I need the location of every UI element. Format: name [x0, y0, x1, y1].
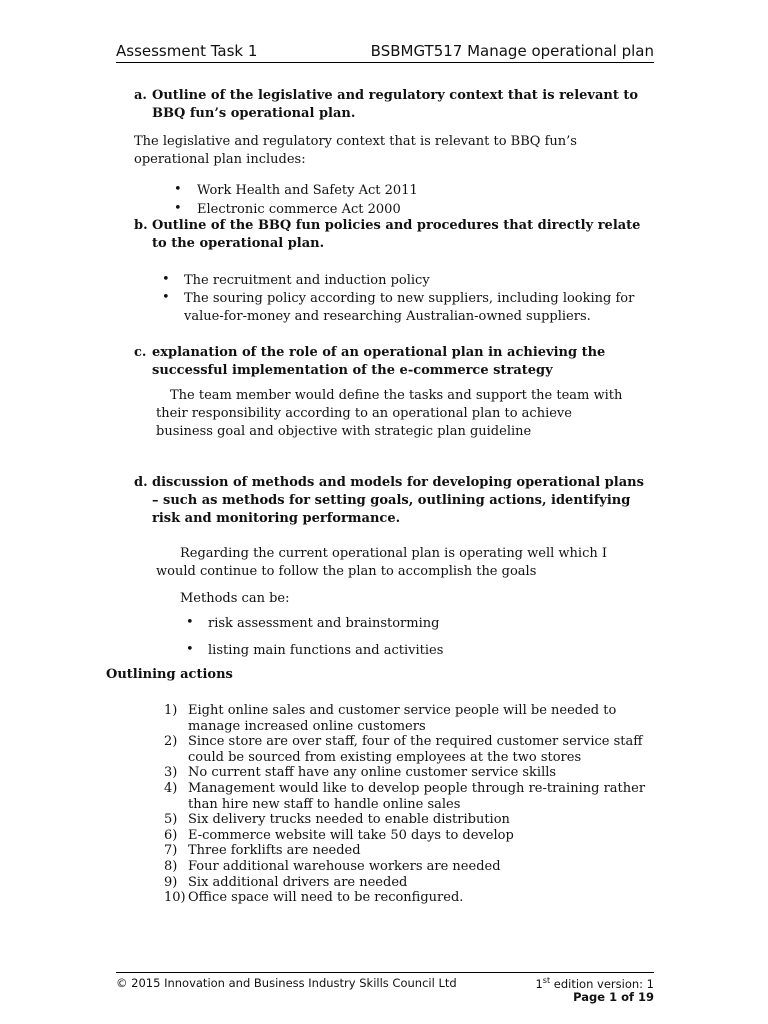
section-c-question: explanation of the role of an operational plan in achieving the successful implementation of the e-commerce strategy	[152, 345, 606, 378]
section-b-question: Outline of the BBQ fun policies and procedures that directly relate to the operational plan.	[152, 218, 641, 251]
footer-edition: 1st edition version: 1	[535, 976, 654, 991]
list-item: 9) Six additional drivers are needed	[164, 874, 408, 890]
section-b-label: b.	[134, 218, 148, 233]
list-item: 8) Four additional warehouse workers are needed	[164, 858, 501, 874]
footer-page-number: Page 1 of 19	[573, 990, 654, 1004]
header-task: Assessment Task 1	[116, 42, 258, 60]
actions-list	[164, 703, 654, 906]
header-unit: BSBMGT517 Manage operational plan	[370, 42, 654, 60]
section-d-answer: Regarding the current operational plan is operating well which I would continue to follow the plan to accomplish the goals	[156, 546, 607, 579]
bullet-icon: •	[174, 201, 182, 216]
section-c-answer: The team member would define the tasks and support the team with their responsibility according to an operational plan to achieve business goal and objective with strategic plan guideline	[156, 388, 623, 439]
list-item: 1) Eight online sales and customer service people will be needed to manage increased online customers	[164, 703, 617, 734]
bullet-icon: •	[162, 290, 170, 305]
list-item: 5) Six delivery trucks needed to enable distribution	[164, 812, 510, 828]
list-item: 6) E-commerce website will take 50 days to develop	[164, 827, 514, 843]
list-item: 3) No current staff have any online customer service skills	[164, 765, 557, 781]
section-d-label: d.	[134, 475, 148, 490]
page-footer	[116, 972, 654, 1004]
outlining-heading: Outlining actions	[106, 667, 233, 682]
methods-label: Methods can be:	[180, 591, 290, 606]
list-item: 7) Three forklifts are needed	[164, 843, 361, 859]
method-item-1: risk assessment and brainstorming	[208, 616, 440, 631]
bullet-icon: •	[186, 615, 194, 630]
bullet-icon: •	[174, 182, 182, 197]
footer-copyright: © 2015 Innovation and Business Industry Skills Council Ltd	[116, 976, 457, 990]
page-header	[116, 40, 654, 63]
section-a-bullet-1: Work Health and Safety Act 2011	[197, 183, 418, 198]
section-a-question: Outline of the legislative and regulatory context that is relevant to BBQ fun’s operational plan.	[152, 88, 639, 121]
list-item: 4) Management would like to develop people through re-training rather than hire new staff to handle online sales	[164, 780, 646, 812]
list-item: 10) Office space will need to be reconfigured.	[164, 890, 464, 906]
section-a-bullet-2: Electronic commerce Act 2000	[197, 202, 401, 217]
section-c-label: c.	[134, 345, 147, 360]
section-a-label: a.	[134, 88, 147, 103]
bullet-icon: •	[186, 642, 194, 657]
bullet-icon: •	[162, 272, 170, 287]
list-item: 2) Since store are over staff, four of the required customer service staff could be sourced from existing employees at the two stores	[164, 734, 643, 765]
method-item-2: listing main functions and activities	[208, 643, 444, 658]
section-b-bullet-2: The souring policy according to new suppliers, including looking for value-for-money and researching Australian-owned suppliers.	[184, 291, 635, 324]
section-d-question: discussion of methods and models for developing operational plans – such as methods for setting goals, outlining actions, identifying risk and monitoring performance.	[152, 475, 644, 526]
section-b-bullet-1: The recruitment and induction policy	[184, 273, 430, 288]
section-a-answer: The legislative and regulatory context that is relevant to BBQ fun’s operational plan includes:	[134, 134, 577, 167]
